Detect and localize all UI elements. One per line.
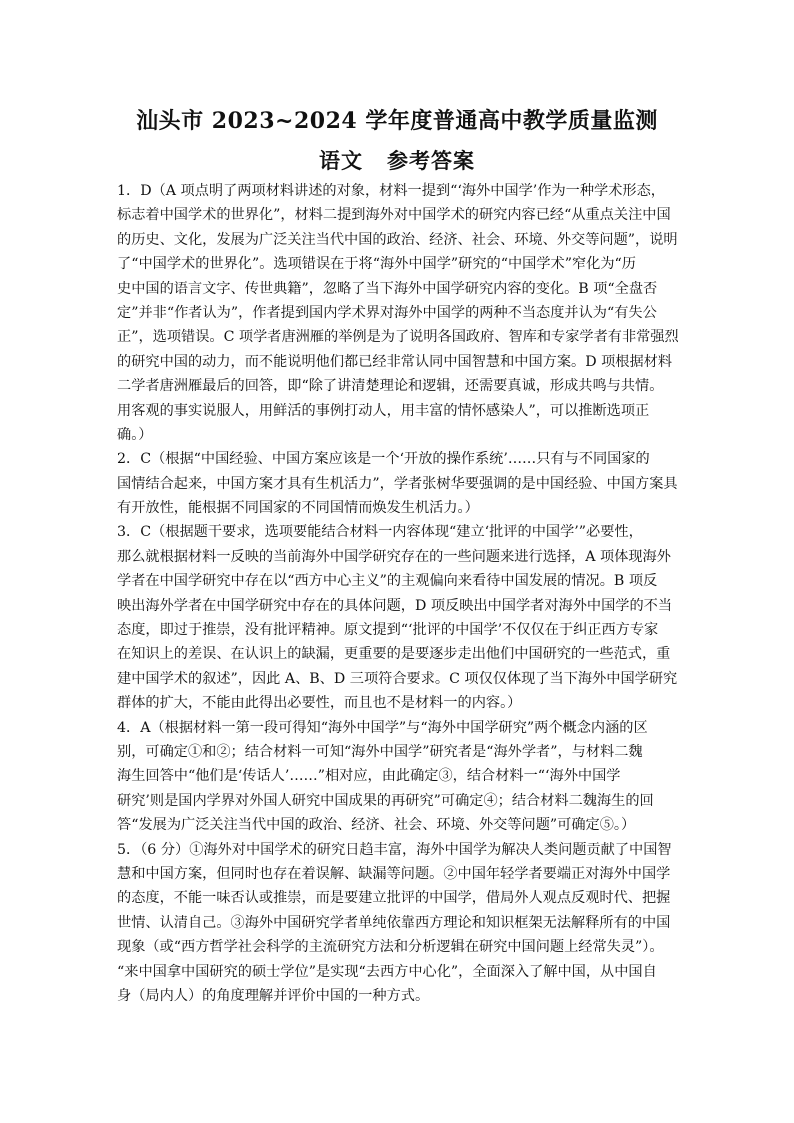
text-line: 有开放性，能根据不同国家的不同国情而焕发生机活力。） xyxy=(117,500,479,517)
text-line: 国情结合起来，中国方案才具有生机活力”，学者张树华要强调的是中国经验、中国方案具 xyxy=(117,475,678,492)
text-line: 2．C（根据“中国经验、中国方案应该是一个‘开放的操作系统’……只有与不同国家的 xyxy=(117,451,650,468)
text-line: 态度，即过于推崇，没有批评精神。原文提到“‘批评的中国学’不仅仅在于纠正西方专家 xyxy=(117,622,659,639)
text-line: 5．（6 分）①海外对中国学术的研究日趋丰富，海外中国学为解决人类问题贡献了中国智 xyxy=(117,841,672,858)
text-line: 群体的扩大，不能由此得出必要性，而且也不是材料一的内容。） xyxy=(117,695,522,712)
text-line: 那么就根据材料一反映的当前海外中国学研究存在的一些问题来进行选择，A 项体现海外 xyxy=(117,548,671,565)
text-line: 世情、认清自己。③海外中国研究学者单纯依靠西方理论和知识框架无法解释所有的中国 xyxy=(117,914,671,931)
text-line: 标志着中国学术的世界化”，材料二提到海外对中国学术的研究内容已经“从重点关注中国 xyxy=(117,207,671,224)
text-line: 慧和中国方案，但同时也存在着误解、缺漏等问题。②中国年轻学者要端正对海外中国学 xyxy=(117,865,671,882)
text-line: 的历史、文化，发展为广泛关注当代中国的政治、经济、社会、环境、外交等问题”，说明 xyxy=(117,231,678,248)
text-line: 身（局内人）的角度理解并评价中国的一种方式。 xyxy=(117,987,430,1004)
answer-key-label: 参考答案 xyxy=(387,148,475,173)
text-line: 海生回答中“他们是‘传话人’……”相对应，由此确定③，结合材料一“‘海外中国学 xyxy=(117,768,621,785)
text-line: 定”并非“作者认为”，作者提到国内学术界对海外中国学的两种不当态度并认为“有失公 xyxy=(117,304,657,321)
answer-body xyxy=(117,179,683,1008)
text-line: 用客观的事实说服人，用鲜活的事例打动人，用丰富的情怀感染人”，可以推断选项正 xyxy=(117,402,650,419)
text-line: 了“中国学术的世界化”。选项错误在于将“海外中国学”研究的“中国学术”窄化为“历 xyxy=(117,256,636,273)
text-line: 研究’则是国内学界对外国人研究中国成果的再研究”可确定④；结合材料二魏海生的回 xyxy=(117,792,654,809)
text-line: 的研究中国的动力，而不能说明他们都已经非常认同中国智慧和中国方案。D 项根据材料 xyxy=(117,353,673,370)
text-line: “来中国拿中国研究的硕士学位”是实现“去西方中心化”，全面深入了解中国，从中国自 xyxy=(117,963,657,980)
text-line: 在知识上的差误、在认识上的缺漏，更重要的是要逐步走出他们中国研究的一些范式，重 xyxy=(117,646,671,663)
text-line: 二学者唐洲雁最后的回答，即“除了讲清楚理论和逻辑，还需要真诚，形成共鸣与共情。 xyxy=(117,378,664,395)
text-line: 的态度，不能一味否认或推崇，而是要建立批评的中国学，借局外人观点反观时代、把握 xyxy=(117,890,671,907)
text-line: 现象（或“西方哲学社会科学的主流研究方法和分析逻辑在研究中国问题上经常失灵”）。 xyxy=(117,939,664,956)
text-line: 3．C（根据题干要求，选项要能结合材料一内容体现“建立‘批评的中国学’”必要性， xyxy=(117,524,643,541)
text-line: 映出海外学者在中国学研究中存在的具体问题，D 项反映出中国学者对海外中国学的不当 xyxy=(117,597,673,614)
text-line: 别，可确定①和②；结合材料一可知“海外中国学”研究者是“海外学者”，与材料二魏 xyxy=(117,743,643,760)
text-line: 史中国的语言文字、传世典籍”，忽略了当下海外中国学研究内容的变化。B 项“全盘否 xyxy=(117,280,658,297)
text-line: 确。） xyxy=(117,426,153,443)
text-line: 正”，选项错误。C 项学者唐洲雁的举例是为了说明各国政府、智库和专家学者有非常强烈 xyxy=(117,329,679,346)
subject-label: 语文 xyxy=(319,148,363,173)
text-line: 学者在中国学研究中存在以“西方中心主义”的主观偏向来看待中国发展的情况。B 项反 xyxy=(117,573,658,590)
text-line: 答“发展为广泛关注当代中国的政治、经济、社会、环境、外交等问题”可确定⑤。） xyxy=(117,817,636,834)
document-subtitle xyxy=(0,145,794,175)
text-line: 4．A（根据材料一第一段可得知“海外中国学”与“海外中国学研究”两个概念内涵的区 xyxy=(117,719,648,736)
text-line: 建中国学术的叙述”，因此 A、B、D 三项符合要求。C 项仅仅体现了当下海外中国学研究 xyxy=(117,670,678,687)
document-title: 汕头市 2023~2024 学年度普通高中教学质量监测 xyxy=(136,108,658,134)
text-line: 1．D（A 项点明了两项材料讲述的对象，材料一提到“‘海外中国学’作为一种学术形态， xyxy=(117,183,665,199)
